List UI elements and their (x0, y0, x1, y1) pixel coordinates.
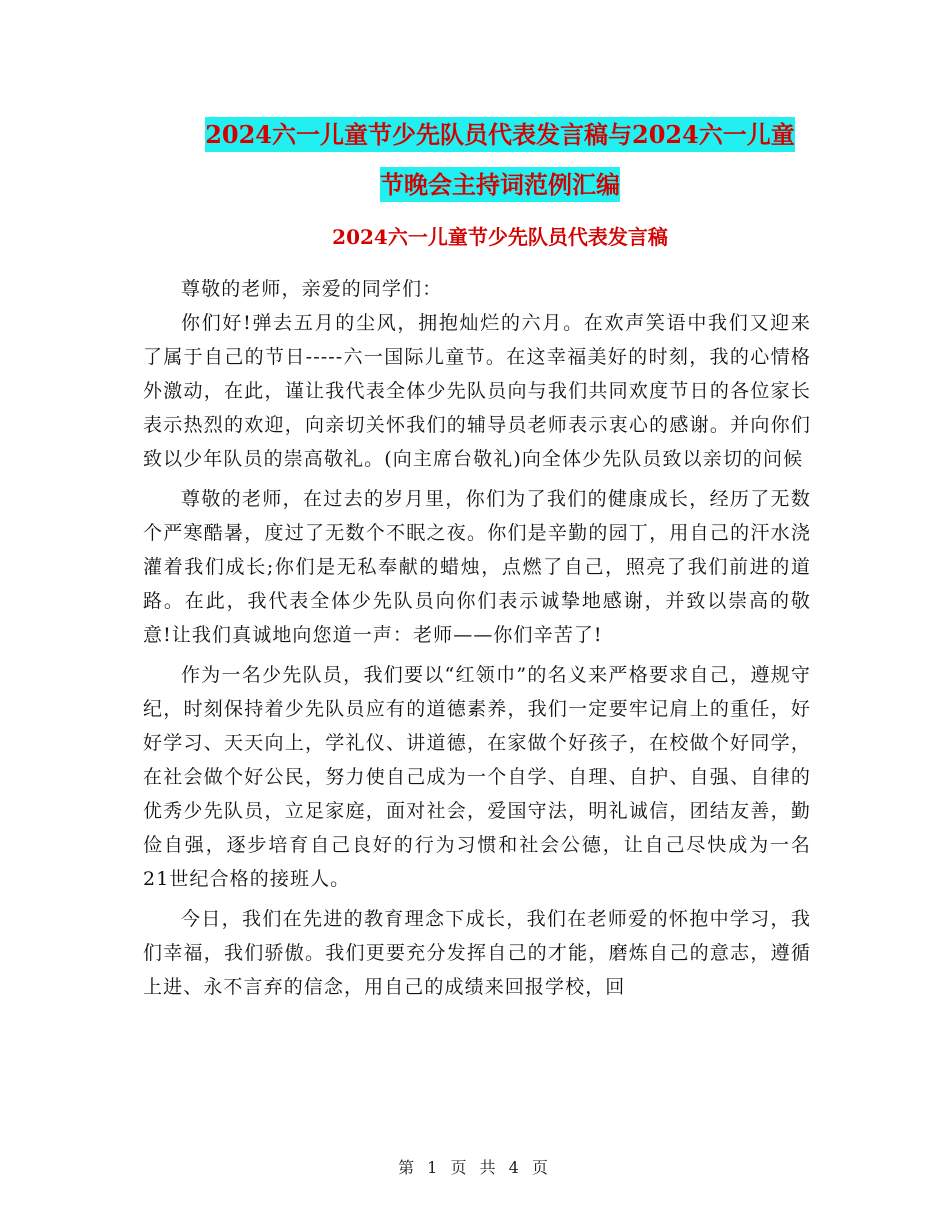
paragraph-greeting: 尊敬的老师，亲爱的同学们： (181, 278, 443, 300)
page-footer: 第 1 页 共 4 页 (398, 1158, 552, 1177)
paragraph: 今日，我们在先进的教育理念下成长，我们在老师爱的怀抱中学习，我们幸福，我们骄傲。我们更要充分发挥自己的才能，磨炼自己的意志，遵循上进、永不言弃的信念，用自己的成绩来回报学校，回 (143, 908, 811, 998)
section-title: 2024六一儿童节少先队员代表发言稿 (332, 225, 668, 249)
paragraph: 你们好!弹去五月的尘风，拥抱灿烂的六月。在欢声笑语中我们又迎来了属于自己的节日-----六一国际儿童节。在这幸福美好的时刻，我的心情格外激动，在此，谨让我代表全体少先队员向与我们共同欢度节日的各位家长表示热烈的欢迎，向亲切关怀我们的辅导员老师表示衷心的感谢。并向你们致以少年队员的崇高敬礼。(向主席台敬礼)向全体少先队员致以亲切的问候 (143, 312, 811, 470)
paragraph: 作为一名少先队员，我们要以“红领巾”的名义来严格要求自己，遵规守纪，时刻保持着少先队员应有的道德素养，我们一定要牢记肩上的重任，好好学习、天天向上，学礼仪、讲道德，在家做个好孩子，在校做个好同学，在社会做个好公民，努力使自己成为一个自学、自理、自护、自强、自律的优秀少先队员，立足家庭，面对社会，爱国守法，明礼诚信，团结友善，勤俭自强，逐步培育自己良好的行为习惯和社会公德，让自己尽快成为一名21世纪合格的接班人。 (143, 664, 811, 890)
paragraph: 尊敬的老师，在过去的岁月里，你们为了我们的健康成长，经历了无数个严寒酷暑，度过了无数个不眠之夜。你们是辛勤的园丁，用自己的汗水浇灌着我们成长;你们是无私奉献的蜡烛，点燃了自己，照亮了我们前进的道路。在此，我代表全体少先队员向你们表示诚挚地感谢，并致以崇高的敬意!让我们真诚地向您道一声：老师——你们辛苦了! (143, 488, 811, 646)
document-title-line1: 2024六一儿童节少先队员代表发言稿与2024六一儿童 (205, 117, 795, 152)
document-title-line2: 节晚会主持词范例汇编 (380, 167, 620, 202)
body-text (143, 272, 811, 1010)
document-title (140, 110, 860, 210)
